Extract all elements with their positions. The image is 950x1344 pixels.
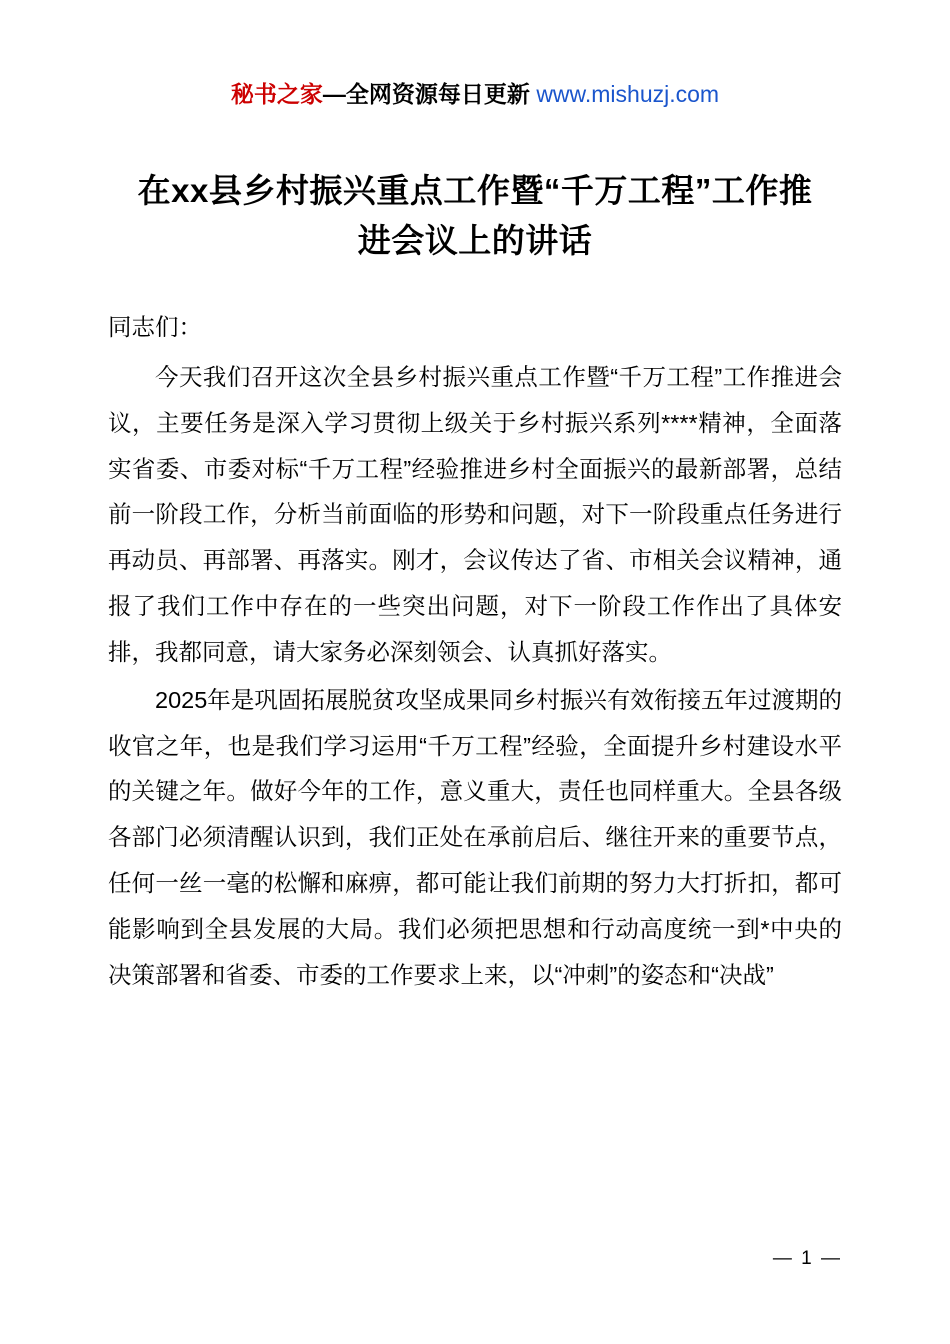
- salutation: 同志们：: [108, 314, 202, 341]
- body-paragraph-2: 2025年是巩固拓展脱贫攻坚成果同乡村振兴有效衔接五年过渡期的收官之年，也是我们学习运用“千万工程”经验，全面提升乡村建设水平的关键之年。做好今年的工作，意义重大，责任也同样重大。全县各级各部门必须清醒认识到，我们正处在承前启后、继往开来的重要节点，任何一丝一毫的松懈和麻痹，都可能让我们前期的努力大打折扣，都可能影响到全县发展的大局。我们必须把思想和行动高度统一到*中央的决策部署和省委、市委的工作要求上来，以“冲刺”的姿态和“决战”: [108, 686, 842, 988]
- site-tagline: —全网资源每日更新: [322, 81, 537, 107]
- page-number: — 1 —: [772, 1248, 842, 1269]
- site-brand: 秘书之家: [230, 81, 323, 107]
- site-watermark-header: [108, 78, 842, 110]
- site-url[interactable]: www.mishuzj.com: [536, 81, 720, 107]
- page-title: 在xx县乡村振兴重点工作暨“千万工程”工作推进会议上的讲话: [137, 172, 813, 259]
- body-paragraph-1: 今天我们召开这次全县乡村振兴重点工作暨“千万工程”工作推进会议，主要任务是深入学习贯彻上级关于乡村振兴系列****精神，全面落实省委、市委对标“千万工程”经验推进乡村全面振兴的最新部署，总结前一阶段工作，分析当前面临的形势和问题，对下一阶段重点任务进行再动员、再部署、再落实。刚才，会议传达了省、市相关会议精神，通报了我们工作中存在的一些突出问题，对下一阶段工作作出了具体安排，我都同意，请大家务必深刻领会、认真抓好落实。: [108, 364, 842, 665]
